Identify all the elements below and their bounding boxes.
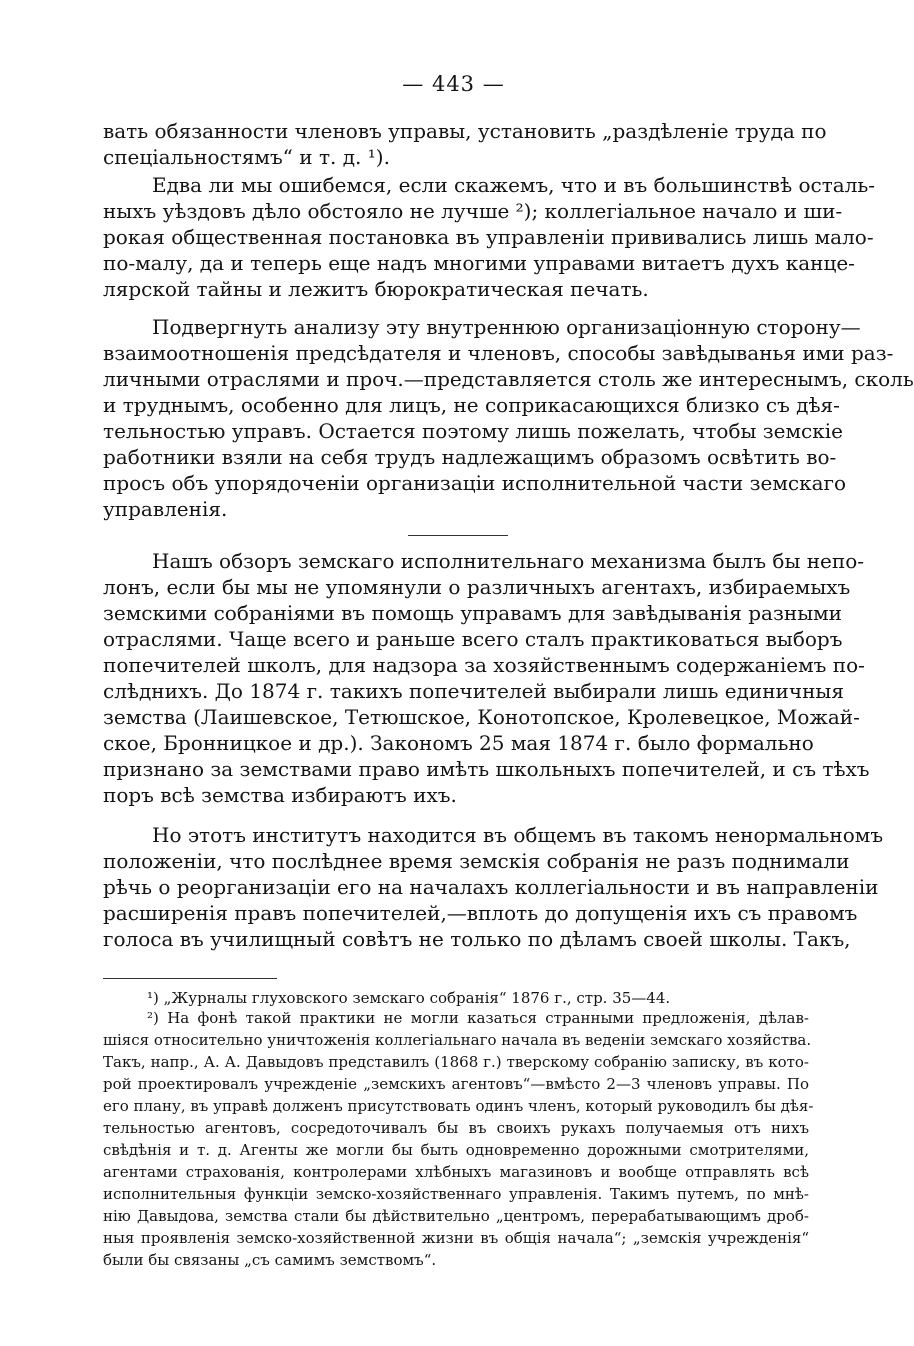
footnote-line: ныя проявленія земско-хозяйственной жизни въ общія начала“; „земскія учрежденія“ <box>103 1229 809 1247</box>
footnote-line: свѣдѣнія и т. д. Агенты же могли бы быть одновременно дорожными смотрителями, <box>103 1141 809 1159</box>
paragraph-line: личными отраслями и проч.—представляется столь же интереснымъ, сколь <box>103 367 914 391</box>
footnote-line: рой проектировалъ учрежденіе „земскихъ агентовъ“—вмѣсто 2—3 членовъ управы. По <box>103 1075 809 1093</box>
footnote-line: ²) На фонѣ такой практики не могли казаться странными предложенія, дѣлав- <box>147 1009 809 1027</box>
paragraph-line: вать обязанности членовъ управы, установить „раздѣленіе труда по <box>103 119 827 143</box>
footnote-line: нію Давыдова, земства стали бы дѣйствительно „центромъ, перерабатывающимъ дроб- <box>103 1207 809 1225</box>
footnote-rule <box>103 978 277 979</box>
paragraph-line: работники взяли на себя трудъ надлежащимъ образомъ освѣтить во- <box>103 445 837 469</box>
paragraph-line: и труднымъ, особенно для лицъ, не соприкасающихся близко съ дѣя- <box>103 393 840 417</box>
paragraph-line: по-малу, да и теперь еще надъ многими управами витаетъ духъ канце- <box>103 251 855 275</box>
paragraph-line: отраслями. Чаще всего и раньше всего сталъ практиковаться выборъ <box>103 627 843 651</box>
paragraph-line: рокая общественная постановка въ управленіи прививались лишь мало- <box>103 225 874 249</box>
footnote-line: тельностью агентовъ, сосредоточивалъ бы въ своихъ рукахъ получаемыя отъ нихъ <box>103 1119 809 1137</box>
paragraph-line: признано за земствами право имѣть школьныхъ попечителей, и съ тѣхъ <box>103 757 870 781</box>
paragraph-line: поръ всѣ земства избираютъ ихъ. <box>103 783 457 807</box>
paragraph-line: лонъ, если бы мы не упомянули о различныхъ агентахъ, избираемыхъ <box>103 575 851 599</box>
section-separator <box>408 535 508 536</box>
paragraph-line: ныхъ уѣздовъ дѣло обстояло не лучше ²); коллегіальное начало и ши- <box>103 199 843 223</box>
paragraph-line: Нашъ обзоръ земскаго исполнительнаго механизма былъ бы непо- <box>152 549 865 573</box>
footnote-line: его плану, въ управѣ долженъ присутствовать одинъ членъ, который руководилъ бы дѣя- <box>103 1097 814 1115</box>
footnote-line: ¹) „Журналы глуховского земскаго собранія“ 1876 г., стр. 35—44. <box>147 989 671 1007</box>
paragraph-line: расширенія правъ попечителей,—вплоть до допущенія ихъ съ правомъ <box>103 901 858 925</box>
footnote-line: агентами страхованія, контролерами хлѣбныхъ магазиновъ и вообще отправлять всѣ <box>103 1163 809 1181</box>
paragraph-line: попечителей школъ, для надзора за хозяйственнымъ содержаніемъ по- <box>103 653 865 677</box>
paragraph-line: рѣчь о реорганизаціи его на началахъ коллегіальности и въ направленіи <box>103 875 879 899</box>
paragraph-line: положеніи, что послѣднее время земскія собранія не разъ поднимали <box>103 849 850 873</box>
paragraph-line: земскими собраніями въ помощь управамъ для завѣдыванія разными <box>103 601 843 625</box>
footnote-line: исполнительныя функціи земско-хозяйственнаго управленія. Такимъ путемъ, по мнѣ- <box>103 1185 809 1203</box>
paragraph-line: земства (Лаишевское, Тетюшское, Конотопское, Кролевецкое, Можай- <box>103 705 860 729</box>
paragraph-line: взаимоотношенія предсѣдателя и членовъ, способы завѣдыванья ими раз- <box>103 341 894 365</box>
paragraph-line: просъ объ упорядоченіи организаціи исполнительной части земскаго <box>103 471 847 495</box>
paragraph-line: управленія. <box>103 497 228 521</box>
paragraph-line: слѣднихъ. До 1874 г. такихъ попечителей выбирали лишь единичныя <box>103 679 844 703</box>
page-number: — 443 — <box>402 72 505 96</box>
paragraph-line: ское, Бронницкое и др.). Закономъ 25 мая 1874 г. было формально <box>103 731 814 755</box>
paragraph-line: Подвергнуть анализу эту внутреннюю организаціонную сторону— <box>152 315 861 339</box>
paragraph-line: тельностью управъ. Остается поэтому лишь пожелать, чтобы земскіе <box>103 419 843 443</box>
footnote-line: Такъ, напр., А. А. Давыдовъ представилъ (1868 г.) тверскому собранію записку, въ кото- <box>103 1053 809 1071</box>
paragraph-line: голоса въ училищный совѣтъ не только по дѣламъ своей школы. Такъ, <box>103 927 851 951</box>
paragraph-line: спеціальностямъ“ и т. д. ¹). <box>103 145 390 169</box>
footnote-line: были бы связаны „съ самимъ земствомъ“. <box>103 1251 437 1269</box>
paragraph-line: лярской тайны и лежитъ бюрократическая печать. <box>103 277 649 301</box>
footnote-line: шіяся относительно уничтоженія коллегіальнаго начала въ веденіи земскаго хозяйства. <box>103 1031 812 1049</box>
paragraph-line: Едва ли мы ошибемся, если скажемъ, что и въ большинствѣ осталь- <box>152 173 876 197</box>
paragraph-line: Но этотъ институтъ находится въ общемъ въ такомъ ненормальномъ <box>152 823 884 847</box>
